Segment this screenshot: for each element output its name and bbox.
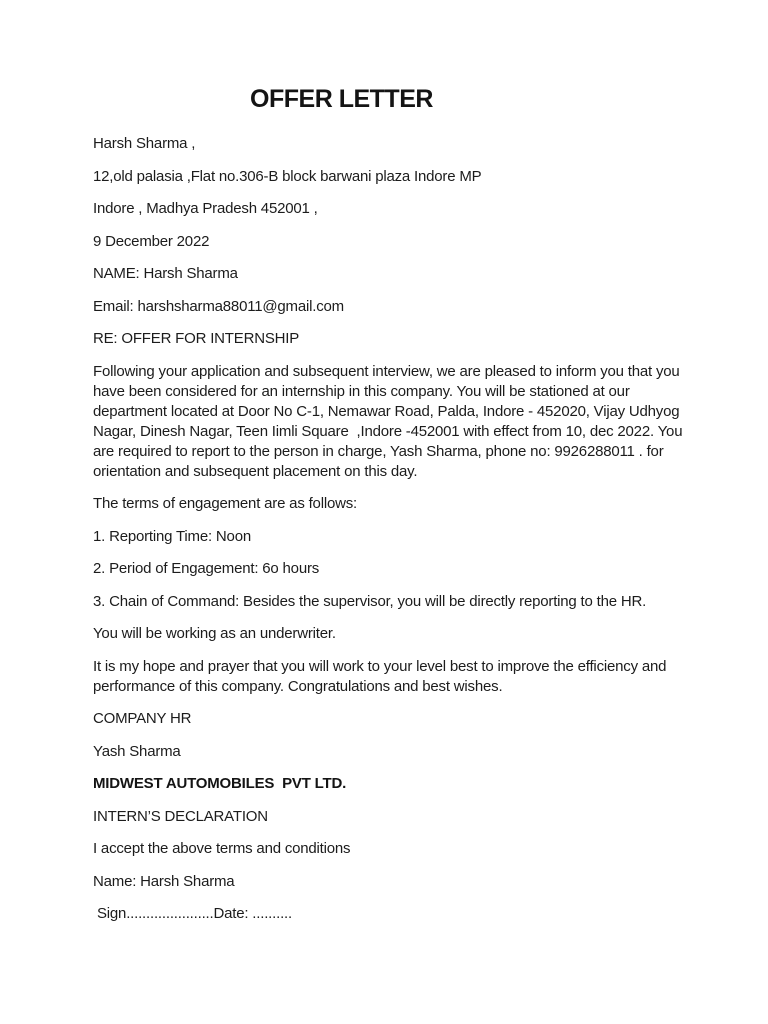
company-name-line: MIDWEST AUTOMOBILES PVT LTD. <box>93 775 347 792</box>
subject-line: RE: OFFER FOR INTERNSHIP <box>93 330 300 347</box>
declaration-heading: INTERN’S DECLARATION <box>93 807 268 825</box>
declaration-name-line: Name: Harsh Sharma <box>93 872 235 890</box>
offer-paragraph: Following your application and subsequent interview, we are pleased to inform you that you have been considered for an internship in this company. You will be stationed at our department located at Door No C-1, Nemawar Road, Palda, Indore - 452020, Vijay Udhyog Nagar, Dinesh Nagar, Teen Iimli Square ,Indore -452001 with effect from 10, dec 2022. You are required to report to the person in charge, Yash Sharma, phone no: 9926288011 . for orientation and subsequent placement on this day. <box>93 362 687 480</box>
hr-name-line: Yash Sharma <box>93 742 181 760</box>
declaration-statement: I accept the above terms and conditions <box>93 840 351 857</box>
letter-body <box>93 84 705 937</box>
letter-date: 9 December 2022 <box>93 232 210 250</box>
recipient-address-line-1: 12,old palasia ,Flat no.306-B block barwani plaza Indore MP <box>93 167 482 185</box>
role-line: You will be working as an underwriter. <box>93 625 336 642</box>
name-line: NAME: Harsh Sharma <box>93 265 238 282</box>
term-item-2: 2. Period of Engagement: 6o hours <box>93 560 320 577</box>
terms-intro-line: The terms of engagement are as follows: <box>93 495 358 512</box>
closing-paragraph: It is my hope and prayer that you will work to your level best to improve the efficiency and performance of this company. Congratulations and best wishes. <box>93 657 671 695</box>
recipient-address-line-2: Indore , Madhya Pradesh 452001 , <box>93 200 318 217</box>
company-hr-line: COMPANY HR <box>93 710 192 727</box>
sign-date-line: Sign......................Date: .......... <box>93 905 292 922</box>
document-title: OFFER LETTER <box>250 85 433 113</box>
term-item-1: 1. Reporting Time: Noon <box>93 527 251 545</box>
term-item-3: 3. Chain of Command: Besides the supervisor, you will be directly reporting to the HR. <box>93 592 647 610</box>
recipient-name-line: Harsh Sharma , <box>93 135 196 152</box>
email-line: Email: harshsharma88011@gmail.com <box>93 297 344 315</box>
